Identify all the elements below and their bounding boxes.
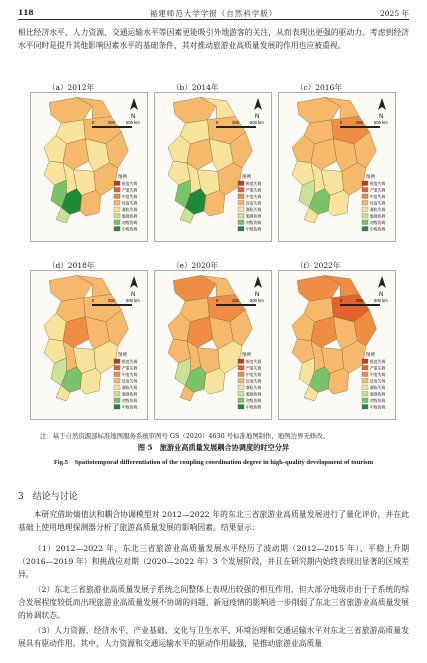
legend-swatch	[114, 194, 120, 199]
legend-item: 中度失调	[246, 194, 262, 199]
legend-swatch	[362, 227, 368, 232]
legend-swatch	[362, 398, 368, 403]
legend-item: 濒临失调	[370, 207, 386, 212]
legend-item: 濒临失调	[246, 385, 262, 390]
scale-label: 0	[92, 298, 95, 303]
legend-item: 初级协调	[122, 220, 138, 225]
legend-swatch	[114, 379, 120, 384]
legend-item: 轻度失调	[246, 200, 262, 206]
legend-swatch	[238, 379, 244, 384]
choropleth-map	[278, 92, 396, 242]
legend-item: 勉强协调	[122, 391, 138, 397]
legend-swatch	[238, 207, 244, 212]
scale-bar	[216, 126, 256, 128]
legend-swatch	[238, 366, 244, 371]
choropleth-map	[154, 92, 272, 242]
legend-swatch	[114, 220, 120, 225]
scale-label: 500 km	[126, 298, 140, 303]
legend	[238, 173, 261, 232]
legend-title: 图例	[366, 353, 375, 358]
legend-item: 勉强协调	[370, 213, 386, 219]
legend-swatch	[362, 194, 368, 199]
legend-swatch	[238, 220, 244, 225]
legend-swatch	[238, 181, 244, 186]
legend-item: 濒临失调	[122, 385, 138, 390]
legend-swatch	[362, 359, 368, 364]
figure-note: 注：基于自然资源部标准地图服务系统审图号 GS（2020）4630 号标准地图制作，地图边界无修改。	[40, 432, 329, 440]
legend-item: 轻度失调	[246, 378, 262, 384]
legend-item: 初级协调	[246, 398, 262, 403]
north-label: N	[379, 292, 384, 298]
legend-item: 濒临失调	[246, 207, 262, 212]
legend-swatch	[362, 188, 368, 193]
legend-item: 濒临失调	[122, 207, 138, 212]
legend-item: 中度失调	[370, 194, 386, 199]
legend-item: 初级协调	[122, 398, 138, 403]
legend	[114, 351, 137, 410]
legend-item: 严重失调	[246, 365, 262, 371]
panel-label: （b）2014年	[172, 83, 219, 92]
legend-item: 初级协调	[246, 220, 262, 225]
legend-item: 极度失调	[122, 181, 138, 186]
journal-year: 2025 年	[380, 9, 409, 18]
scale-label: 500 km	[374, 120, 388, 125]
scale-label: 250	[356, 298, 363, 303]
scale-bar	[216, 304, 256, 306]
legend-swatch	[114, 188, 120, 193]
scale-label: 500 km	[250, 120, 264, 125]
body-paragraph-1: 本研究借助熵值法和耦合协调模型对 2012—2022 年的东北三省旅游业高质量发展进行了量化评价，并在此基础上使用地理探测器分析了旅游高质量发展的影响因素。结果显示：	[18, 510, 409, 533]
legend-item: 初级协调	[370, 220, 386, 225]
panel-label: （c）2016年	[296, 83, 342, 92]
legend-item: 轻度失调	[370, 378, 386, 384]
body-paragraph-3: （2）东北三省旅游业高质量发展子系统之间整体上表现出较强的相互作用，但大部分地级市由于子系统的综合发展程度较低而出现旅游业高质量发展不协调的问题，新冠疫情的影响进一步削弱了东北三省旅游业高质量发展的协调状态。	[18, 585, 409, 621]
scale-label: 0	[216, 298, 219, 303]
legend-swatch	[238, 372, 244, 377]
legend-swatch	[362, 366, 368, 371]
legend-item: 中级协调	[370, 404, 386, 410]
north-label: N	[379, 114, 384, 120]
header-rule	[18, 19, 409, 20]
legend-swatch	[362, 201, 368, 206]
legend-item: 严重失调	[370, 365, 386, 371]
legend-swatch	[238, 188, 244, 193]
scale-label: 250	[356, 120, 363, 125]
legend-item: 轻度失调	[370, 200, 386, 206]
legend-swatch	[114, 227, 120, 232]
scale-label: 500 km	[126, 120, 140, 125]
legend-title: 图例	[118, 175, 127, 180]
map-panel	[278, 260, 396, 420]
legend-swatch	[362, 405, 368, 410]
scale-label: 500 km	[250, 298, 264, 303]
scale-label: 0	[92, 120, 95, 125]
legend-swatch	[114, 398, 120, 403]
legend-item: 中级协调	[246, 404, 262, 410]
north-label: N	[255, 292, 260, 298]
panel-label: （f）2022年	[296, 261, 341, 270]
scale-bar	[92, 126, 132, 128]
north-label: N	[255, 114, 260, 120]
legend-item: 勉强协调	[122, 213, 138, 219]
figure-caption-en: Fig.5 Spatiotemporal differentiation of the coupling coordination degree in high-quality development of tourism	[53, 459, 374, 466]
north-label: N	[131, 292, 136, 298]
body-paragraph-4: （3）人力资源、经济水平、产业基础、文化与卫生水平、环境治理和交通运输水平对东北三省旅游高质量发展具有驱动作用。其中，人力资源和交通运输水平的驱动作用最强，是推动旅游业高质量	[18, 626, 409, 649]
legend-item: 勉强协调	[370, 391, 386, 397]
legend-swatch	[362, 372, 368, 377]
legend-swatch	[238, 405, 244, 410]
map-panel	[154, 260, 272, 420]
legend-swatch	[114, 385, 120, 390]
legend-swatch	[114, 359, 120, 364]
legend-swatch	[114, 392, 120, 397]
legend-item: 中度失调	[122, 194, 138, 199]
legend-swatch	[114, 214, 120, 219]
section-heading: 3 结论与讨论	[18, 492, 78, 502]
scale-bar	[340, 126, 380, 128]
scale-label: 250	[108, 120, 115, 125]
legend-swatch	[362, 392, 368, 397]
journal-title: 福建师范大学学报（自然科学版）	[149, 9, 278, 18]
legend-swatch	[362, 385, 368, 390]
legend-swatch	[238, 194, 244, 199]
legend-swatch	[238, 385, 244, 390]
north-label: N	[131, 114, 136, 120]
map-panel	[278, 82, 396, 242]
legend-item: 严重失调	[370, 187, 386, 193]
legend-swatch	[362, 214, 368, 219]
scale-bar	[92, 304, 132, 306]
legend-swatch	[362, 181, 368, 186]
legend-swatch	[114, 207, 120, 212]
scale-bar	[340, 304, 380, 306]
scale-label: 0	[340, 120, 343, 125]
choropleth-map	[154, 270, 272, 420]
legend-item: 严重失调	[122, 187, 138, 193]
panel-label: （a）2012年	[48, 83, 95, 92]
legend-item: 极度失调	[122, 359, 138, 364]
legend-item: 中级协调	[246, 226, 262, 232]
legend	[362, 173, 385, 232]
legend-item: 严重失调	[246, 187, 262, 193]
legend-title: 图例	[242, 353, 251, 358]
choropleth-map	[30, 92, 148, 242]
legend	[362, 351, 385, 410]
legend-swatch	[362, 379, 368, 384]
legend-swatch	[114, 181, 120, 186]
choropleth-map	[30, 270, 148, 420]
legend-item: 濒临失调	[370, 385, 386, 390]
map-panel	[30, 82, 148, 242]
choropleth-map	[278, 270, 396, 420]
figure-5-maps	[30, 82, 400, 426]
legend-item: 中级协调	[122, 226, 138, 232]
legend-item: 勉强协调	[246, 391, 262, 397]
legend-swatch	[362, 207, 368, 212]
legend	[238, 351, 261, 410]
legend	[114, 173, 137, 232]
scale-label: 500 km	[374, 298, 388, 303]
scale-label: 0	[216, 120, 219, 125]
legend-swatch	[238, 201, 244, 206]
legend-item: 极度失调	[370, 181, 386, 186]
legend-swatch	[114, 366, 120, 371]
legend-item: 中度失调	[370, 372, 386, 377]
scale-label: 250	[108, 298, 115, 303]
map-panel	[30, 260, 148, 420]
legend-item: 中级协调	[122, 404, 138, 410]
legend-title: 图例	[242, 175, 251, 180]
legend-swatch	[238, 359, 244, 364]
map-panel	[154, 82, 272, 242]
page-number: 118	[18, 8, 34, 17]
legend-item: 轻度失调	[122, 378, 138, 384]
legend-item: 中级协调	[370, 226, 386, 232]
legend-item: 极度失调	[246, 181, 262, 186]
legend-item: 极度失调	[246, 359, 262, 364]
legend-item: 中度失调	[122, 372, 138, 377]
body-paragraph-2: （1）2012—2022 年，东北三省旅游业高质量发展水平经历了波动期（2012—2015 年）、平稳上升期（2016—2019 年）和挑战应对期（2020—2022 年）3 个发展阶段，并且在研究期内始终表现出显著的区域差异。	[18, 544, 409, 580]
legend-item: 极度失调	[370, 359, 386, 364]
scale-label: 250	[232, 298, 239, 303]
legend-swatch	[114, 201, 120, 206]
legend-item: 中度失调	[246, 372, 262, 377]
legend-title: 图例	[366, 175, 375, 180]
intro-paragraph: 相比经济水平，人力资源、交通运输水平等因素更能吸引外地游客的关注，从而表现出更强的驱动力。考虑到经济水平同时是提升其他影响因素水平的基础条件，其对推动旅游业高质量发展的作用也应被重视。	[18, 28, 409, 51]
panel-label: （e）2020年	[172, 261, 219, 270]
legend-swatch	[238, 214, 244, 219]
legend-title: 图例	[118, 353, 127, 358]
legend-item: 初级协调	[370, 398, 386, 403]
panel-label: （d）2018年	[48, 261, 95, 270]
legend-swatch	[238, 392, 244, 397]
legend-swatch	[238, 398, 244, 403]
legend-swatch	[114, 372, 120, 377]
legend-swatch	[362, 220, 368, 225]
legend-swatch	[238, 227, 244, 232]
legend-item: 勉强协调	[246, 213, 262, 219]
scale-label: 250	[232, 120, 239, 125]
figure-caption-cn: 图 5 旅游业高质量发展耦合协调度的时空分异	[137, 443, 290, 452]
legend-swatch	[114, 405, 120, 410]
scale-label: 0	[340, 298, 343, 303]
running-header	[18, 6, 409, 20]
legend-item: 严重失调	[122, 365, 138, 371]
legend-item: 轻度失调	[122, 200, 138, 206]
